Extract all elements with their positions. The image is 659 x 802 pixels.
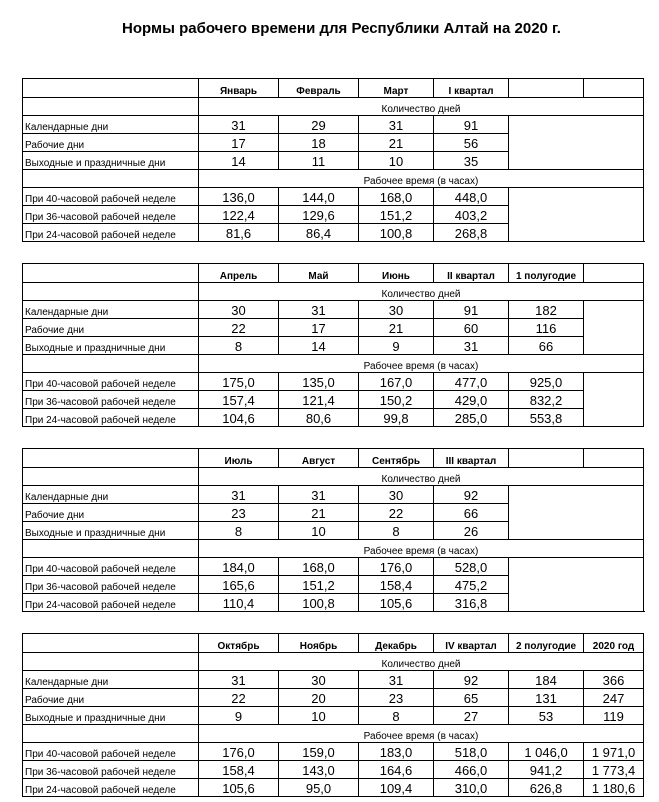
column-header: Январь xyxy=(199,79,279,98)
table-row xyxy=(23,653,644,671)
row-label-work-days: Рабочие дни xyxy=(23,504,199,522)
row-label-calendar-days: Календарные дни xyxy=(23,671,199,689)
table-row: При 24-часовой рабочей неделе 110,4 100,8 105,6 316,8 xyxy=(23,594,644,612)
row-label-work-days: Рабочие дни xyxy=(23,134,199,152)
row-label-36h: При 36-часовой рабочей неделе xyxy=(23,761,199,779)
table-row: Выходные и праздничные дни 14 11 10 35 xyxy=(23,152,644,170)
table-row xyxy=(23,170,644,188)
table-row xyxy=(23,98,644,116)
row-label-calendar-days: Календарные дни xyxy=(23,116,199,134)
section-header-days: Количество дней xyxy=(199,283,644,301)
table-row xyxy=(23,468,644,486)
row-label-40h: При 40-часовой рабочей неделе xyxy=(23,188,199,206)
table-row: Рабочие дни 22 20 23 65 131 247 xyxy=(23,689,644,707)
row-label-40h: При 40-часовой рабочей неделе xyxy=(23,373,199,391)
row-label-calendar-days: Календарные дни xyxy=(23,486,199,504)
row-label-24h: При 24-часовой рабочей неделе xyxy=(23,594,199,612)
section-header-days: Количество дней xyxy=(199,468,644,486)
table-row: При 36-часовой рабочей неделе 122,4 129,6 151,2 403,2 xyxy=(23,206,644,224)
table-row: При 36-часовой рабочей неделе 165,6 151,2 158,4 475,2 xyxy=(23,576,644,594)
table-row: Рабочие дни 17 18 21 56 xyxy=(23,134,644,152)
row-label-36h: При 36-часовой рабочей неделе xyxy=(23,206,199,224)
row-label-work-days: Рабочие дни xyxy=(23,689,199,707)
table-row: При 40-часовой рабочей неделе 176,0 159,0 183,0 518,0 1 046,0 1 971,0 xyxy=(23,743,644,761)
table-row: Рабочие дни 22 17 21 60 116 xyxy=(23,319,644,337)
table-row xyxy=(23,283,644,301)
table-row xyxy=(23,449,644,468)
table-q2 xyxy=(22,263,644,427)
column-header: Декабрь xyxy=(359,634,434,653)
column-header: 2 полугодие xyxy=(509,634,584,653)
column-header: 2020 год xyxy=(584,634,644,653)
column-header: 1 полугодие xyxy=(509,264,584,283)
column-header: Ноябрь xyxy=(279,634,359,653)
section-header-days: Количество дней xyxy=(199,653,644,671)
table-row: Рабочие дни 23 21 22 66 xyxy=(23,504,644,522)
column-header: Март xyxy=(359,79,434,98)
row-label-40h: При 40-часовой рабочей неделе xyxy=(23,743,199,761)
table-row xyxy=(23,79,644,98)
column-header: Август xyxy=(279,449,359,468)
table-row xyxy=(23,540,644,558)
row-label-24h: При 24-часовой рабочей неделе xyxy=(23,779,199,797)
column-header: Май xyxy=(279,264,359,283)
table-row: Календарные дни 31 31 30 92 xyxy=(23,486,644,504)
column-header: Октябрь xyxy=(199,634,279,653)
table-q1 xyxy=(22,78,644,242)
row-label-24h: При 24-часовой рабочей неделе xyxy=(23,409,199,427)
row-label-36h: При 36-часовой рабочей неделе xyxy=(23,391,199,409)
table-row: При 40-часовой рабочей неделе 184,0 168,0 176,0 528,0 xyxy=(23,558,644,576)
table-row: Выходные и праздничные дни 9 10 8 27 53 119 xyxy=(23,707,644,725)
table-row: Календарные дни 30 31 30 91 182 xyxy=(23,301,644,319)
row-label-weekend-days: Выходные и праздничные дни xyxy=(23,707,199,725)
table-row xyxy=(23,634,644,653)
row-label-calendar-days: Календарные дни xyxy=(23,301,199,319)
table-row: При 24-часовой рабочей неделе 104,6 80,6 99,8 285,0 553,8 xyxy=(23,409,644,427)
column-header: Февраль xyxy=(279,79,359,98)
row-label-weekend-days: Выходные и праздничные дни xyxy=(23,522,199,540)
column-header: II квартал xyxy=(434,264,509,283)
table-q4 xyxy=(22,633,644,797)
page-title: Нормы рабочего времени для Республики Алтай на 2020 г. xyxy=(122,20,561,37)
table-row: При 36-часовой рабочей неделе 157,4 121,4 150,2 429,0 832,2 xyxy=(23,391,644,409)
section-header-days: Количество дней xyxy=(199,98,644,116)
column-header: Сентябрь xyxy=(359,449,434,468)
table-row: При 40-часовой рабочей неделе 136,0 144,0 168,0 448,0 xyxy=(23,188,644,206)
column-header: Июль xyxy=(199,449,279,468)
column-header: Апрель xyxy=(199,264,279,283)
column-header: IV квартал xyxy=(434,634,509,653)
table-row: При 40-часовой рабочей неделе 175,0 135,0 167,0 477,0 925,0 xyxy=(23,373,644,391)
table-row: Выходные и праздничные дни 8 10 8 26 xyxy=(23,522,644,540)
table-row: Выходные и праздничные дни 8 14 9 31 66 xyxy=(23,337,644,355)
table-row: Календарные дни 31 30 31 92 184 366 xyxy=(23,671,644,689)
section-header-hours: Рабочее время (в часах) xyxy=(199,355,644,373)
column-header: III квартал xyxy=(434,449,509,468)
table-row xyxy=(23,355,644,373)
table-row: При 36-часовой рабочей неделе 158,4 143,0 164,6 466,0 941,2 1 773,4 xyxy=(23,761,644,779)
table-q3 xyxy=(22,448,644,612)
row-label-40h: При 40-часовой рабочей неделе xyxy=(23,558,199,576)
section-header-hours: Рабочее время (в часах) xyxy=(199,170,644,188)
table-row xyxy=(23,725,644,743)
row-label-24h: При 24-часовой рабочей неделе xyxy=(23,224,199,242)
section-header-hours: Рабочее время (в часах) xyxy=(199,540,644,558)
section-header-hours: Рабочее время (в часах) xyxy=(199,725,644,743)
column-header: Июнь xyxy=(359,264,434,283)
row-label-work-days: Рабочие дни xyxy=(23,319,199,337)
row-label-weekend-days: Выходные и праздничные дни xyxy=(23,152,199,170)
table-row: При 24-часовой рабочей неделе 105,6 95,0 109,4 310,0 626,8 1 180,6 xyxy=(23,779,644,797)
row-label-36h: При 36-часовой рабочей неделе xyxy=(23,576,199,594)
table-row: При 24-часовой рабочей неделе 81,6 86,4 100,8 268,8 xyxy=(23,224,644,242)
row-label-weekend-days: Выходные и праздничные дни xyxy=(23,337,199,355)
column-header: I квартал xyxy=(434,79,509,98)
table-row: Календарные дни 31 29 31 91 xyxy=(23,116,644,134)
table-row xyxy=(23,264,644,283)
